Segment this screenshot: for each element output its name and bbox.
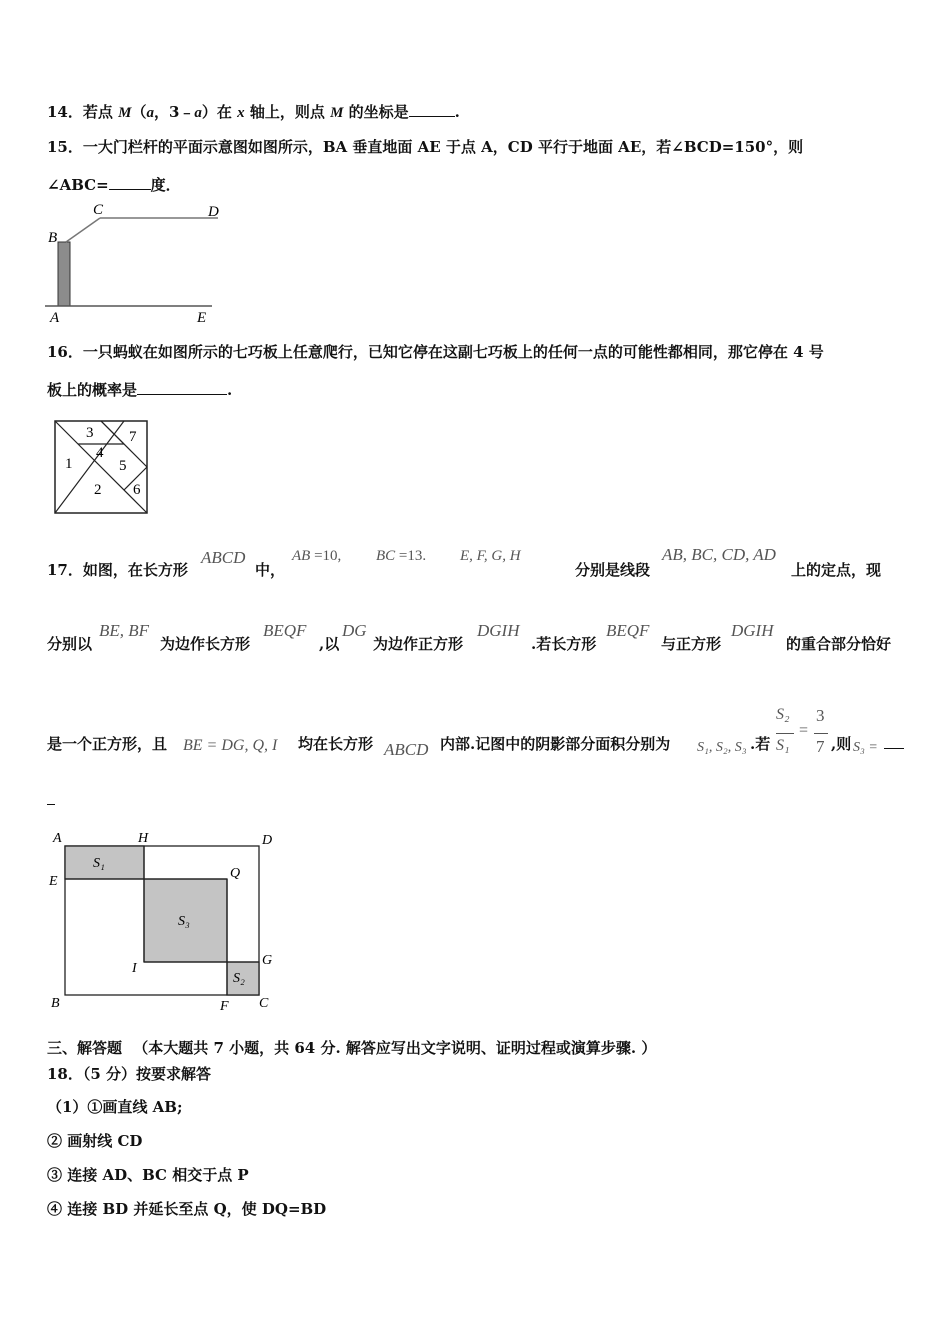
fig17-label-e: E (49, 874, 58, 889)
q17-math-ab (292, 548, 341, 565)
q14-point-m2: M (330, 105, 344, 121)
q17-math-beqf2: BEQF (606, 621, 650, 640)
label-c: C (93, 202, 104, 218)
q17-math-abcd2: ABCD (384, 740, 429, 759)
label-b: B (48, 230, 58, 246)
q17-math-dgih2: DGIH (731, 621, 774, 640)
q15-gate-figure (40, 200, 230, 328)
q17-line3-c: 内部.记图中的阴影部分面积分别为 (440, 735, 671, 753)
q17-line3-a: 是一个正方形，且 (47, 735, 168, 753)
q14-open: （ (131, 103, 147, 121)
tangram-line-6 (101, 421, 124, 444)
q16-answer-blank[interactable] (137, 394, 227, 395)
q15-angle-label: ∠ABC= (47, 176, 109, 194)
question-15-line1: 15．一大门栏杆的平面示意图如图所示，BA 垂直地面 AE 于点 A，CD 平行于地面 AE，若∠BCD=150°，则 (47, 138, 804, 156)
q14-tail: 的坐标是 (343, 103, 409, 121)
q17-math-bebf: BE, BF (99, 621, 150, 640)
q17-math-abcd: ABCD (201, 548, 246, 567)
frac-left-bar (776, 733, 794, 734)
fig17-label-c: C (259, 996, 269, 1011)
q14-x: x (237, 105, 245, 121)
q17-line1-b: 中， (255, 561, 286, 579)
piece-3: 3 (86, 425, 94, 441)
q17-line2-g: 的重合部分恰好 (786, 635, 892, 653)
q17-line2-e: .若长方形 (531, 635, 597, 653)
fig17-label-q: Q (230, 866, 241, 881)
piece-6: 6 (133, 482, 141, 498)
question-18-head: 18．（5 分）按要求解答 (47, 1065, 212, 1083)
q16-end: . (227, 381, 233, 399)
q17-ab-eq: =10, (310, 548, 342, 564)
fig17-s3: S₃ (178, 914, 190, 929)
q14-num: 14．若点 (47, 103, 119, 121)
piece-1: 1 (65, 456, 73, 472)
q16-text: 板上的概率是 (47, 381, 138, 399)
piece-7: 7 (129, 429, 137, 445)
fig17-label-b: B (51, 996, 60, 1011)
q14-end: . (454, 103, 460, 121)
q17-math-dg: DG (342, 621, 367, 640)
gate-post (58, 242, 70, 306)
q14-answer-blank[interactable] (409, 116, 455, 117)
q17-line2-a: 分别以 (47, 635, 93, 653)
label-e: E (197, 310, 207, 326)
q17-math-efgh: E, F, G, H (460, 548, 521, 564)
section-3-heading (47, 1038, 656, 1058)
fig17-label-h: H (138, 831, 149, 846)
q14-close: ）在 (201, 103, 238, 121)
q17-answer-blank[interactable] (884, 748, 904, 749)
piece-5: 5 (119, 458, 127, 474)
question-16-line2 (47, 380, 232, 400)
q16-tangram-figure (54, 420, 148, 514)
bar-bc (66, 218, 100, 242)
question-18-step3: ③ 连接 AD、BC 相交于点 P (47, 1166, 249, 1184)
q17-line1-c: 分别是线段 (575, 561, 651, 579)
fig17-label-i: I (132, 961, 137, 976)
q17-ab: AB (292, 548, 311, 564)
fig17-label-f: F (220, 999, 229, 1014)
q14-var-a2: a (194, 105, 202, 121)
frac-right-den: 7 (816, 737, 825, 756)
section-3-note: （本大题共 7 小题，共 64 分. 解答应写出文字说明、证明过程或演算步骤. ） (133, 1039, 657, 1057)
q17-line3-d: .若 (750, 735, 771, 753)
q14-point-m: M (118, 105, 132, 121)
fig17-label-d: D (262, 833, 273, 848)
frac-left-num: S₂ (776, 706, 790, 723)
q17-line2-d: 为边作正方形 (373, 635, 464, 653)
piece-2: 2 (94, 482, 102, 498)
question-14 (47, 102, 460, 123)
label-d: D (208, 204, 219, 220)
q14-mid: ，3﹣ (153, 103, 195, 121)
question-18-step2: ② 画射线 CD (47, 1132, 143, 1150)
q17-math-dgih: DGIH (477, 621, 520, 640)
question-15-line2 (47, 175, 181, 195)
q17-line2-f: 与正方形 (661, 635, 722, 653)
q17-math-bedg: BE = DG, Q, I (183, 737, 278, 754)
section-3-title: 三、解答题 (47, 1039, 123, 1057)
q17-math-segs: AB, BC, CD, AD (662, 545, 776, 564)
q14-var-a: a (146, 105, 154, 121)
q17-bc-eq: =13. (395, 548, 427, 564)
frac-left-den: S₁ (776, 737, 790, 754)
piece-4: 4 (96, 445, 104, 461)
q17-math-beqf: BEQF (263, 621, 307, 640)
label-a: A (50, 310, 60, 326)
question-16-line1: 16．一只蚂蚁在如图所示的七巧板上任意爬行，已知它停在这副七巧板上的任何一点的可能性都相同，那它停在 4 号 (47, 343, 824, 361)
q17-bc: BC (376, 548, 396, 564)
frac-right-num: 3 (816, 706, 825, 725)
q17-math-bc (376, 548, 426, 565)
fig17-s1: S₁ (93, 856, 105, 871)
q17-math-s123: S₁, S₂, S₃ (697, 740, 747, 755)
q17-rectangle-figure (44, 826, 280, 1016)
q17-line3-b: 均在长方形 (298, 735, 374, 753)
q15-answer-blank[interactable] (109, 189, 151, 190)
question-18-step1: （1）①画直线 AB; (47, 1098, 183, 1116)
fig17-s2: S₂ (233, 971, 245, 986)
frac-eq: = (799, 722, 809, 739)
question-18-step4: ④ 连接 BD 并延长至点 Q，使 DQ=BD (47, 1200, 327, 1218)
q17-answer-blank-wrap[interactable] (47, 804, 55, 805)
q17-line1-a: 17．如图，在长方形 (47, 561, 188, 579)
q17-line1-d: 上的定点，现 (791, 561, 882, 579)
fig17-label-a: A (53, 831, 62, 846)
frac-right-bar (814, 733, 828, 734)
q17-math-s3: S₃ = (853, 740, 878, 755)
q15-unit: 度． (150, 176, 181, 194)
q17-line2-c: ,以 (319, 635, 340, 653)
fig17-label-g: G (262, 953, 273, 968)
q17-line3-e: ,则 (831, 735, 852, 753)
q17-line2-b: 为边作长方形 (160, 635, 251, 653)
q14-axis: 轴上，则点 (244, 103, 331, 121)
q17-ratio-fraction (776, 706, 832, 762)
